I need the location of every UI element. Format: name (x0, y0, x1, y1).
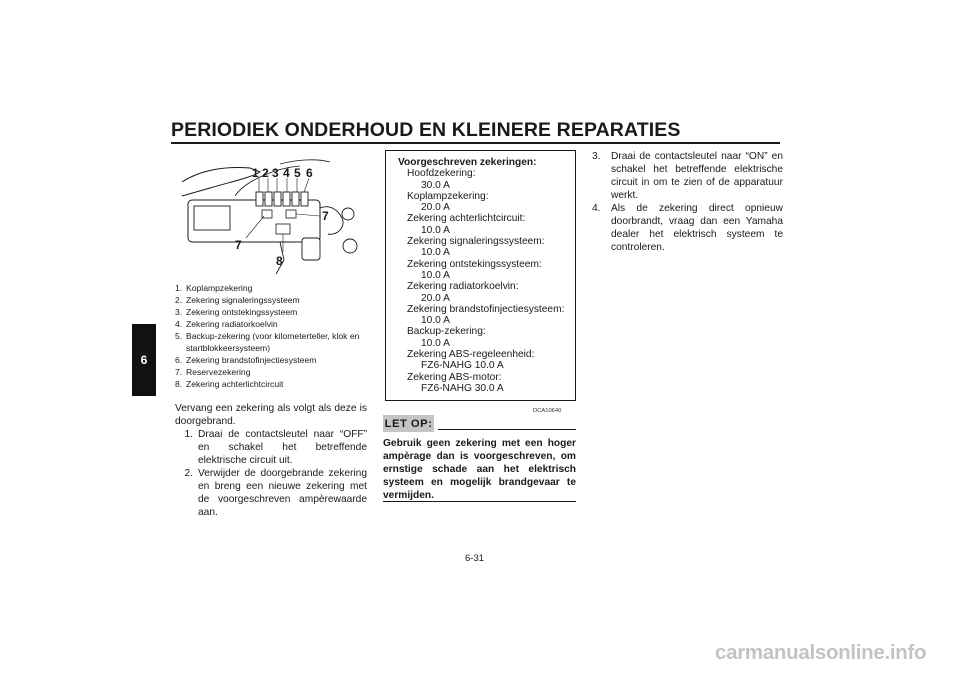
caution-label: LET OP: (383, 415, 434, 432)
fuse-slot (301, 192, 308, 206)
step-number: 4. (592, 203, 601, 214)
connector-left (194, 206, 230, 230)
legend-item (175, 306, 367, 318)
callout-label: 6 (306, 166, 313, 180)
legend-number: 8. (175, 379, 183, 389)
legend-item (175, 282, 367, 294)
step-number: 1. (184, 429, 193, 440)
fuse-spec-value: FZ6-NAHG 10.0 A (421, 360, 504, 372)
step-number: 2. (184, 468, 193, 479)
fuse-spec-label: Zekering ABS-regeleenheid: (407, 349, 535, 361)
fuse-spec-label: Hoofdzekering: (407, 168, 476, 180)
fuse-spec-value: 20.0 A (421, 292, 450, 304)
callout-label: 3 (272, 166, 279, 180)
page-title: PERIODIEK ONDERHOUD EN KLEINERE REPARATIES (171, 119, 681, 141)
callout-label: 7 (322, 209, 329, 223)
caution-text: Gebruik geen zekering met een hoger ampèrage dan is voorgeschreven, om ernstige schade aan het elektrisch systeem en mogelijk brandgevaar te vermijden. (383, 438, 576, 501)
fuse-slot (276, 224, 290, 234)
fuse-spec-value: 30.0 A (421, 179, 450, 191)
caution-divider-top (438, 429, 576, 430)
callout-label: 5 (294, 166, 301, 180)
legend-item (175, 378, 367, 390)
chapter-tab: 6 (132, 324, 156, 396)
fuse-spec-value: FZ6-NAHG 30.0 A (421, 382, 504, 394)
fuse-spec-value: 10.0 A (421, 315, 450, 327)
fuse-spec-value: 10.0 A (421, 269, 450, 281)
intro-paragraph: Vervang een zekering als volgt als deze is doorgebrand. (175, 403, 367, 427)
legend-text: Zekering ontstekingssysteem (186, 307, 298, 317)
fuse-slot (283, 192, 290, 206)
procedure-steps-right (592, 150, 783, 254)
title-divider (171, 142, 780, 144)
fuse-slot (292, 192, 299, 206)
wire (280, 160, 330, 164)
page-number: 6-31 (465, 553, 485, 564)
legend-item (175, 354, 367, 366)
legend-text: Zekering achterlichtcircuit (186, 379, 284, 389)
step-text: Als de zekering direct opnieuw doorbrandt, vraag dan een Yamaha dealer het elektrisch systeem te controleren. (611, 203, 783, 253)
fuse-slot (265, 192, 272, 206)
fuse-spec-label: Backup-zekering: (407, 326, 486, 338)
fuse-slot (274, 192, 281, 206)
step-text: Draai de contactsleutel naar “OFF” en schakel het betreffende elektrische circuit uit. (198, 429, 367, 466)
fuse-spec-label: Zekering brandstofinjectiesysteem: (407, 303, 565, 315)
fuse-spec-value: 10.0 A (421, 224, 450, 236)
legend-text: Zekering radiatorkoelvin (186, 319, 278, 329)
callout-label: 1 (252, 166, 259, 180)
fuse-spec-box (385, 150, 576, 401)
legend-number: 1. (175, 283, 183, 293)
fuse-box-illustration (180, 156, 358, 278)
legend-text: Zekering signaleringssysteem (186, 295, 300, 305)
fuse-slot (256, 192, 263, 206)
legend-item (175, 294, 367, 306)
fuse-spec-label: Zekering signaleringssysteem: (407, 236, 545, 248)
callout-label: 4 (283, 166, 290, 180)
bolt (343, 239, 357, 253)
legend-text: Backup-zekering (voor kilometerteller, klok en startblokkeersysteem) (186, 331, 360, 353)
fuse-spec-value: 10.0 A (421, 247, 450, 259)
callout-label: 2 (262, 166, 269, 180)
procedure-step (175, 428, 367, 467)
spare-fuse (286, 210, 296, 218)
legend-number: 5. (175, 331, 183, 341)
fuse-spec-value: 10.0 A (421, 337, 450, 349)
fuse-spec-value: 20.0 A (421, 202, 450, 214)
legend-item (175, 330, 367, 354)
fuse-spec-label: Zekering ABS-motor: (407, 371, 502, 383)
procedure-step (175, 467, 367, 519)
bolt (342, 208, 354, 220)
step-text: Verwijder de doorgebrande zekering en breng een nieuwe zekering met de voorgeschreven ampèrewaarde aan. (198, 468, 367, 518)
legend-number: 6. (175, 355, 183, 365)
leader-line (304, 178, 309, 192)
hand-outline (182, 168, 260, 196)
legend-number: 4. (175, 319, 183, 329)
legend-number: 3. (175, 307, 183, 317)
fuse-spec-header: Voorgeschreven zekeringen: (398, 157, 537, 168)
fuse-spec-label: Koplampzekering: (407, 190, 489, 202)
legend-text: Koplampzekering (186, 283, 253, 293)
procedure-step (592, 150, 783, 202)
watermark-text: carmanualsonline.info (715, 641, 927, 664)
legend-item (175, 318, 367, 330)
legend-item (175, 366, 367, 378)
figure-legend (175, 282, 367, 390)
caution-divider-bottom (383, 501, 576, 502)
callout-label: 8 (276, 254, 283, 268)
fuse-spec-label: Zekering ontstekingssysteem: (407, 258, 542, 270)
caution-code: DCA10640 (533, 408, 562, 414)
fuse-spec-label: Zekering achterlichtcircuit: (407, 213, 526, 225)
step-number: 3. (592, 151, 601, 162)
harness-plug (302, 238, 320, 260)
callout-label: 7 (235, 238, 242, 252)
legend-text: Reservezekering (186, 367, 251, 377)
fuse-spec-label: Zekering radiatorkoelvin: (407, 281, 519, 293)
procedure-step (592, 202, 783, 254)
legend-number: 7. (175, 367, 183, 377)
procedure-steps-left (175, 428, 367, 519)
legend-text: Zekering brandstofinjectiesysteem (186, 355, 317, 365)
legend-number: 2. (175, 295, 183, 305)
step-text: Draai de contactsleutel naar “ON” en schakel het betreffende elektrische circuit in om te zien of de apparatuur werkt. (611, 151, 783, 201)
